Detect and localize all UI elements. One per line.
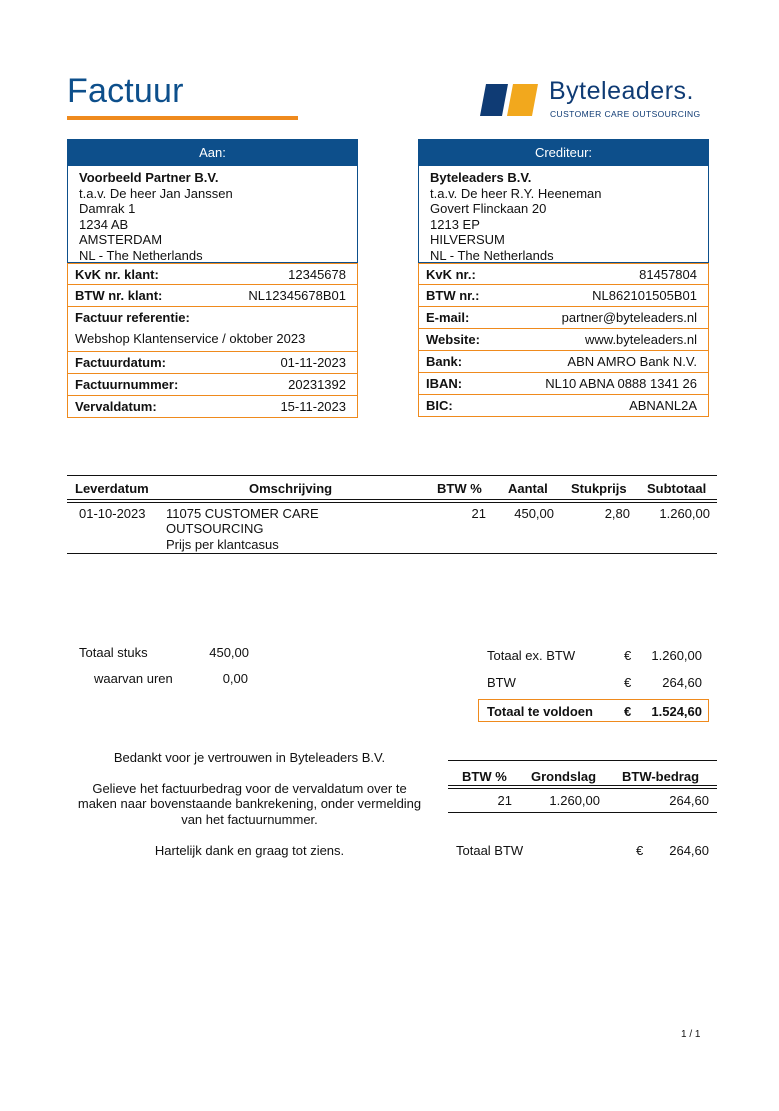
invoice-number-row (67, 374, 358, 396)
item-delivery-date: 01-10-2023 (79, 506, 146, 521)
total-excl-vat-label: Totaal ex. BTW (487, 648, 576, 663)
creditor-btw-value: NL862101505B01 (592, 288, 697, 303)
invoice-reference-label: Factuur referentie: (75, 310, 190, 325)
creditor-email-row (418, 307, 709, 329)
item-unit-price: 2,80 (604, 506, 630, 521)
invoice-date-value: 01-11-2023 (280, 355, 346, 370)
recipient-btw-label: BTW nr. klant: (75, 288, 163, 303)
amount-due-value: 1.524,60 (651, 704, 702, 719)
creditor-panel (418, 139, 709, 417)
creditor-website-label: Website: (426, 332, 480, 347)
creditor-address (418, 166, 709, 263)
col-header-vat-percent: BTW % (437, 481, 482, 496)
col-header-subtotal: Subtotaal (647, 481, 707, 496)
vat-label: BTW (487, 675, 516, 690)
creditor-website-value: www.byteleaders.nl (585, 332, 697, 347)
invoice-title: Factuur (67, 72, 184, 110)
creditor-iban-label: IBAN: (426, 376, 463, 391)
creditor-email-value: partner@byteleaders.nl (561, 310, 697, 325)
items-table-bottom-rule (67, 553, 717, 554)
col-header-description: Omschrijving (249, 481, 333, 496)
amount-due-label: Totaal te voldoen (487, 704, 593, 719)
payment-instruction-line3: van het factuurnummer. (181, 812, 318, 827)
logo-tagline: CUSTOMER CARE OUTSOURCING (550, 109, 701, 119)
vat-table-top-rule (448, 760, 717, 761)
vat-row-amount: 264,60 (669, 793, 709, 808)
recipient-heading: Aan: (67, 139, 358, 166)
thanks-note: Bedankt voor je vertrouwen in Byteleaders B.V. (113, 750, 386, 765)
invoice-number-value: 20231392 (288, 377, 346, 392)
recipient-street: Damrak 1 (79, 201, 136, 216)
vat-row-base: 1.260,00 (549, 793, 600, 808)
creditor-postcode: 1213 EP (430, 216, 480, 232)
creditor-iban-value: NL10 ABNA 0888 1341 26 (545, 376, 697, 391)
recipient-address (67, 166, 358, 263)
invoice-number-label: Factuurnummer: (75, 377, 179, 392)
total-excl-vat-value: 1.260,00 (651, 648, 702, 663)
item-subtotal: 1.260,00 (659, 506, 710, 521)
recipient-btw-value: NL12345678B01 (248, 288, 346, 303)
vat-col-header-percent: BTW % (462, 769, 507, 784)
due-date-label: Vervaldatum: (75, 399, 157, 414)
total-units-label: Totaal stuks (79, 645, 148, 660)
vat-col-header-base: Grondslag (531, 769, 597, 784)
creditor-contact: t.a.v. De heer R.Y. Heeneman (430, 185, 602, 201)
invoice-date-label: Factuurdatum: (75, 355, 166, 370)
euro-sign: € (624, 675, 632, 690)
creditor-heading: Crediteur: (418, 139, 709, 166)
recipient-company: Voorbeeld Partner B.V. (79, 170, 219, 185)
vat-table-header-rule-double (448, 788, 717, 789)
item-description-line3: Prijs per klantcasus (166, 537, 279, 552)
creditor-email-label: E-mail: (426, 310, 470, 325)
items-header-rule-double (67, 502, 717, 503)
creditor-street: Govert Flinckaan 20 (430, 201, 547, 216)
creditor-bic-row (418, 395, 709, 417)
total-vat-label: Totaal BTW (456, 843, 524, 858)
item-description-line2: OUTSOURCING (166, 521, 264, 536)
creditor-bic-value: ABNANL2A (629, 398, 697, 413)
item-description-line1: 11075 CUSTOMER CARE (166, 506, 319, 521)
creditor-website-row (418, 329, 709, 351)
creditor-country: NL - The Netherlands (430, 247, 554, 263)
recipient-btw-row (67, 285, 358, 307)
recipient-country: NL - The Netherlands (79, 247, 203, 263)
recipient-city: AMSTERDAM (79, 232, 163, 247)
creditor-bank-row (418, 351, 709, 373)
payment-instruction-line1: Gelieve het factuurbedrag voor de vervaldatum over te (92, 781, 407, 796)
item-quantity: 450,00 (514, 506, 554, 521)
creditor-company: Byteleaders B.V. (430, 170, 532, 185)
col-header-unit-price: Stukprijs (571, 481, 627, 496)
vat-col-header-amount: BTW-bedrag (622, 769, 700, 784)
items-table-top-rule (67, 475, 717, 476)
creditor-iban-row (418, 373, 709, 395)
hours-value: 0,00 (222, 671, 248, 686)
creditor-city: HILVERSUM (430, 232, 505, 247)
invoice-reference-row (67, 307, 358, 352)
hours-label: waarvan uren (94, 671, 173, 686)
due-date-row (67, 396, 358, 418)
euro-sign: € (624, 704, 632, 719)
invoice-date-row (67, 352, 358, 374)
creditor-bic-label: BIC: (426, 398, 453, 413)
recipient-kvk-row (67, 263, 358, 285)
euro-sign: € (624, 648, 632, 663)
recipient-postcode: 1234 AB (79, 216, 129, 232)
item-vat-percent: 21 (471, 506, 486, 521)
creditor-kvk-row (418, 263, 709, 285)
vat-row-percent: 21 (497, 793, 512, 808)
vat-value: 264,60 (662, 675, 702, 690)
creditor-btw-row (418, 285, 709, 307)
vat-table-header-rule (448, 785, 717, 786)
closing-note: Hartelijk dank en graag tot ziens. (154, 843, 345, 858)
col-header-delivery-date: Leverdatum (75, 481, 149, 496)
euro-sign: € (636, 843, 644, 858)
byteleaders-logo-icon (480, 83, 540, 117)
col-header-quantity: Aantal (508, 481, 548, 496)
recipient-kvk-label: KvK nr. klant: (75, 266, 159, 282)
vat-table-bottom-rule (448, 812, 717, 813)
creditor-kvk-label: KvK nr.: (426, 266, 476, 282)
logo-wordmark: Byteleaders. (549, 77, 694, 105)
recipient-kvk-value: 12345678 (288, 266, 346, 282)
recipient-contact: t.a.v. De heer Jan Janssen (79, 185, 233, 201)
creditor-btw-label: BTW nr.: (426, 288, 480, 303)
title-underline (67, 116, 298, 120)
payment-instruction-line2: maken naar bovenstaande bankrekening, onder vermelding (77, 796, 422, 811)
total-vat-value: 264,60 (669, 843, 709, 858)
creditor-kvk-value: 81457804 (639, 266, 697, 282)
items-header-rule (67, 499, 717, 500)
invoice-reference-value: Webshop Klantenservice / oktober 2023 (75, 331, 306, 346)
recipient-panel (67, 139, 358, 418)
due-date-value: 15-11-2023 (280, 399, 346, 414)
creditor-bank-value: ABN AMRO Bank N.V. (567, 354, 697, 369)
creditor-bank-label: Bank: (426, 354, 463, 369)
page-number: 1 / 1 (681, 1029, 701, 1040)
total-units-value: 450,00 (209, 645, 249, 660)
